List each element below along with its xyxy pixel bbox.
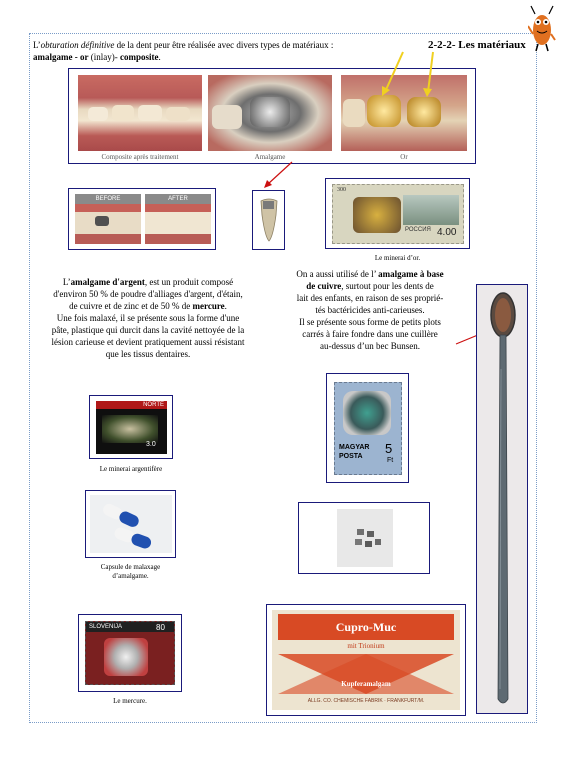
yellow-arrows (360, 50, 440, 100)
composite-photo (78, 75, 202, 151)
russia-stamp: 300 РОССИЯ 4.00 (332, 184, 464, 244)
argent-stamp-frame (89, 395, 173, 459)
or-caption: Or (400, 153, 408, 161)
mercure-stamp: SLOVENIJA 80 (85, 621, 175, 685)
copper-plots-icon (337, 509, 393, 567)
hungary-stamp: MAGYAR POSTA 5 Ft (334, 382, 402, 475)
before-photo: BEFORE (75, 194, 141, 244)
minerai-or-caption: Le minerai d’or. (374, 254, 421, 262)
red-arrow-tooth (254, 160, 294, 192)
spoon-icon (483, 289, 523, 709)
amalgame-cuivre-text: On a aussi utilisé de l’ amalgame à base de cuivre, surtout pour les dents de lait des enfants, en raison de ses proprié- tés bactéricides anti-carieuses. Il se présente sous forme de petits plots carrés à faire fondre dans une cuillère au-dessus d’un bec Bunsen. (296, 269, 444, 351)
section-heading: 2-2-2- Les matériaux (428, 39, 526, 51)
capsule-icon (90, 495, 172, 553)
intro-text: L’obturation définitive de la dent peur être réalisée avec divers types de matériaux : amalgame - or (inlay)- composite. (33, 40, 334, 62)
hungary-stamp-frame (326, 373, 409, 483)
amalgame-photo (208, 75, 332, 151)
cupro-box: Cupro-Muc mit Trionium Kupferamalgam ALLG. CO. CHEMISCHE FABRIK · FRANKFURT/M. (272, 610, 460, 710)
composite-caption: Composite après traitement (101, 153, 179, 161)
mercure-stamp-frame (78, 614, 182, 692)
tooth-frame (252, 190, 285, 250)
mercure-caption: Le mercure. (113, 697, 147, 705)
mascot-icon (528, 4, 556, 52)
russia-stamp-frame (325, 178, 470, 249)
spoon-frame (476, 284, 528, 714)
copper-plots-frame (298, 502, 430, 574)
tooth-icon (258, 197, 280, 243)
cupro-box-frame (266, 604, 466, 716)
capsule-frame (85, 490, 176, 558)
amalgame-argent-text: L’amalgame d'argent, est un produit composé d'environ 50 % de poudre d'alliages d'argent, d'étain, de cuivre et de zinc et de 50 % de mercure. Une fois malaxé, il se présente sous la forme d'une pâte, plastique qui durcit dans la cavité nettoyée de la lésion carieuse et devient pratiquement aussi résistant que les tissus dentaires. (51, 277, 245, 359)
argent-stamp: NORTE 3.0 (96, 401, 167, 454)
before-after-frame (68, 188, 216, 250)
capsule-caption: Capsule de malaxage d’amalgame. (100, 563, 161, 580)
minerai-argent-caption: Le minerai argentifère (99, 465, 163, 473)
after-photo: AFTER (145, 194, 211, 244)
amalgame-caption: Amalgame (254, 153, 286, 161)
